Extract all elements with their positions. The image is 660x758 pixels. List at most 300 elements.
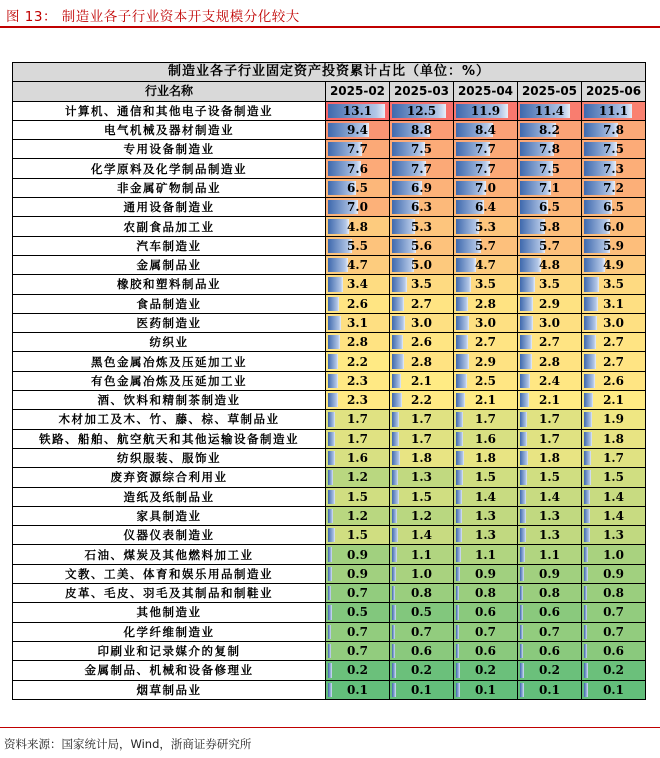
table-row xyxy=(13,120,646,139)
value-text: 1.2 xyxy=(347,508,368,523)
figure-title xyxy=(6,5,300,25)
data-bar xyxy=(456,644,459,658)
value-text: 0.9 xyxy=(539,566,560,581)
value-cell xyxy=(326,140,390,159)
table-row xyxy=(13,545,646,564)
industry-name: 电气机械及器材制造业 xyxy=(13,120,326,139)
value-cell xyxy=(518,448,582,467)
value-text: 7.3 xyxy=(603,161,624,176)
data-bar xyxy=(392,316,405,330)
value-text: 3.0 xyxy=(475,316,496,330)
value-cell xyxy=(518,545,582,564)
header-period: 2025-05 xyxy=(518,82,582,101)
data-bar xyxy=(584,644,587,658)
industry-name: 石油、煤炭及其他燃料加工业 xyxy=(13,545,326,564)
table-row xyxy=(13,313,646,332)
value-cell xyxy=(454,313,518,332)
value-text: 2.6 xyxy=(411,335,432,350)
data-bar xyxy=(520,258,541,272)
data-bar xyxy=(584,335,596,349)
data-bar xyxy=(584,663,588,677)
value-text: 1.7 xyxy=(539,431,560,446)
data-bar xyxy=(520,335,532,349)
value-text: 0.7 xyxy=(539,624,560,639)
value-cell xyxy=(390,371,454,390)
data-bar xyxy=(520,547,525,561)
value-text: 0.7 xyxy=(347,624,368,639)
data-bar xyxy=(392,432,399,446)
value-text: 7.0 xyxy=(347,200,368,215)
value-cell xyxy=(518,641,582,660)
value-text: 7.8 xyxy=(603,123,624,138)
table-row xyxy=(13,584,646,603)
data-bar xyxy=(520,528,526,542)
value-cell xyxy=(454,545,518,564)
value-cell xyxy=(326,584,390,603)
industry-name: 造纸及纸制品业 xyxy=(13,487,326,506)
value-cell xyxy=(326,178,390,197)
header-period: 2025-04 xyxy=(454,82,518,101)
data-bar xyxy=(456,412,463,426)
value-text: 5.7 xyxy=(539,238,560,253)
value-text: 0.2 xyxy=(347,663,368,678)
table-row xyxy=(13,140,646,159)
value-text: 1.7 xyxy=(411,412,432,427)
value-text: 2.4 xyxy=(539,373,560,388)
value-cell xyxy=(582,641,646,660)
value-cell xyxy=(518,313,582,332)
industry-name: 专用设备制造业 xyxy=(13,140,326,159)
header-row xyxy=(13,82,646,101)
value-text: 1.4 xyxy=(475,489,496,504)
table-row xyxy=(13,159,646,178)
value-text: 1.4 xyxy=(411,528,432,543)
value-cell xyxy=(326,198,390,217)
data-bar xyxy=(456,374,467,388)
table-row xyxy=(13,352,646,371)
industry-name: 印刷业和记录媒介的复制 xyxy=(13,641,326,660)
data-bar xyxy=(392,528,398,542)
industry-name: 烟草制品业 xyxy=(13,680,326,699)
data-bar xyxy=(520,663,524,677)
value-cell xyxy=(518,526,582,545)
value-text: 0.8 xyxy=(475,586,496,601)
value-cell xyxy=(518,294,582,313)
value-cell xyxy=(582,352,646,371)
value-text: 2.6 xyxy=(347,296,368,311)
value-text: 7.5 xyxy=(603,142,624,157)
data-bar xyxy=(456,316,469,330)
data-bar xyxy=(584,316,597,330)
value-text: 4.7 xyxy=(475,258,496,273)
value-cell xyxy=(582,429,646,448)
value-text: 2.7 xyxy=(475,335,496,350)
value-text: 2.7 xyxy=(603,335,624,350)
data-bar xyxy=(584,412,592,426)
table-row xyxy=(13,622,646,641)
value-cell xyxy=(518,622,582,641)
value-cell xyxy=(390,217,454,236)
value-cell xyxy=(326,661,390,680)
value-text: 0.8 xyxy=(539,586,560,601)
data-bar xyxy=(520,432,527,446)
value-text: 4.8 xyxy=(539,258,560,273)
value-text: 1.3 xyxy=(411,470,432,485)
data-bar xyxy=(392,663,396,677)
figure-caption: 制造业各子行业资本开支规模分化较大 xyxy=(61,9,300,25)
data-bar xyxy=(456,335,468,349)
value-text: 1.1 xyxy=(411,547,432,562)
value-cell xyxy=(582,584,646,603)
value-text: 1.6 xyxy=(475,431,496,446)
value-text: 11.1 xyxy=(598,103,629,118)
title-divider xyxy=(0,26,660,28)
value-cell xyxy=(326,641,390,660)
value-text: 11.9 xyxy=(470,103,501,118)
value-cell xyxy=(326,506,390,525)
table-row xyxy=(13,641,646,660)
value-text: 1.3 xyxy=(539,508,560,523)
data-bar xyxy=(520,354,532,368)
header-period: 2025-02 xyxy=(326,82,390,101)
value-text: 6.5 xyxy=(539,200,560,215)
value-text: 1.3 xyxy=(603,528,624,543)
table-row xyxy=(13,661,646,680)
value-cell xyxy=(454,294,518,313)
data-bar xyxy=(456,586,459,600)
header-period: 2025-03 xyxy=(390,82,454,101)
data-bar xyxy=(520,316,533,330)
data-bar xyxy=(520,374,530,388)
value-cell xyxy=(390,641,454,660)
industry-name: 纺织业 xyxy=(13,333,326,352)
data-bar xyxy=(456,277,471,291)
data-bar xyxy=(520,625,523,639)
data-bar xyxy=(456,432,463,446)
industry-name: 化学原料及化学制品制造业 xyxy=(13,159,326,178)
value-cell xyxy=(390,429,454,448)
value-cell xyxy=(454,352,518,371)
value-text: 2.2 xyxy=(411,393,432,408)
value-cell xyxy=(582,313,646,332)
value-cell xyxy=(518,410,582,429)
data-bar xyxy=(584,567,588,581)
value-text: 4.7 xyxy=(347,258,368,273)
table-row xyxy=(13,101,646,120)
value-cell xyxy=(326,429,390,448)
table-title: 制造业各子行业固定资产投资累计占比（单位：%） xyxy=(13,63,646,82)
value-cell xyxy=(518,391,582,410)
value-cell xyxy=(326,120,390,139)
table-row xyxy=(13,236,646,255)
table-row xyxy=(13,680,646,699)
value-text: 11.4 xyxy=(534,103,565,118)
data-bar xyxy=(584,605,587,619)
data-bar xyxy=(584,683,588,697)
value-cell xyxy=(582,101,646,120)
value-text: 1.4 xyxy=(539,489,560,504)
industry-capex-table xyxy=(12,62,646,700)
value-text: 0.7 xyxy=(347,586,368,601)
value-cell xyxy=(390,159,454,178)
value-cell xyxy=(518,275,582,294)
data-bar xyxy=(328,683,332,697)
value-cell xyxy=(582,255,646,274)
data-bar xyxy=(392,509,397,523)
data-bar xyxy=(328,470,333,484)
value-cell xyxy=(518,198,582,217)
table-row xyxy=(13,468,646,487)
industry-name: 金属制品业 xyxy=(13,255,326,274)
data-bar xyxy=(584,547,588,561)
value-text: 2.1 xyxy=(475,393,496,408)
value-text: 1.2 xyxy=(411,508,432,523)
data-bar xyxy=(456,509,462,523)
value-text: 1.8 xyxy=(539,451,560,466)
industry-name: 家具制造业 xyxy=(13,506,326,525)
value-text: 1.7 xyxy=(347,431,368,446)
value-cell xyxy=(390,545,454,564)
value-cell xyxy=(326,159,390,178)
data-bar xyxy=(456,547,461,561)
value-cell xyxy=(582,333,646,352)
table-body xyxy=(13,101,646,699)
value-text: 3.1 xyxy=(603,296,624,311)
value-text: 2.2 xyxy=(347,354,368,369)
industry-name: 金属制品、机械和设备修理业 xyxy=(13,661,326,680)
value-cell xyxy=(582,661,646,680)
industry-name: 纺织服装、服饰业 xyxy=(13,448,326,467)
table-row xyxy=(13,198,646,217)
value-cell xyxy=(326,101,390,120)
value-text: 12.5 xyxy=(406,103,437,118)
data-bar xyxy=(328,451,335,465)
value-text: 2.7 xyxy=(603,354,624,369)
data-bar xyxy=(456,567,460,581)
value-text: 0.6 xyxy=(475,605,496,620)
data-bar xyxy=(584,451,591,465)
data-bar xyxy=(392,277,407,291)
data-bar xyxy=(392,412,399,426)
value-cell xyxy=(326,564,390,583)
value-cell xyxy=(518,333,582,352)
value-text: 2.8 xyxy=(539,354,560,369)
value-text: 1.4 xyxy=(603,489,624,504)
value-cell xyxy=(454,487,518,506)
value-text: 0.2 xyxy=(411,663,432,678)
table-row xyxy=(13,178,646,197)
value-cell xyxy=(326,448,390,467)
data-bar xyxy=(456,528,462,542)
source-note: 资料来源：国家统计局，Wind，浙商证券研究所 xyxy=(4,737,252,751)
value-cell xyxy=(518,217,582,236)
value-text: 0.6 xyxy=(603,644,624,659)
data-bar xyxy=(392,567,396,581)
data-bar xyxy=(392,547,397,561)
industry-name: 酒、饮料和精制茶制造业 xyxy=(13,391,326,410)
industry-name: 食品制造业 xyxy=(13,294,326,313)
data-bar xyxy=(456,393,465,407)
value-text: 0.1 xyxy=(603,682,624,697)
data-bar xyxy=(456,451,464,465)
industry-name: 通用设备制造业 xyxy=(13,198,326,217)
data-bar xyxy=(520,412,527,426)
value-cell xyxy=(390,468,454,487)
value-text: 1.5 xyxy=(475,470,496,485)
data-bar xyxy=(456,470,463,484)
data-bar xyxy=(584,374,595,388)
value-cell xyxy=(454,661,518,680)
table-row xyxy=(13,333,646,352)
value-text: 0.1 xyxy=(347,682,368,697)
value-text: 8.4 xyxy=(475,123,496,138)
data-bar xyxy=(328,490,335,504)
data-bar xyxy=(328,644,331,658)
value-cell xyxy=(518,159,582,178)
value-text: 6.5 xyxy=(603,200,624,215)
industry-name: 计算机、通信和其他电子设备制造业 xyxy=(13,101,326,120)
value-text: 3.0 xyxy=(411,316,432,330)
value-text: 2.8 xyxy=(475,296,496,311)
value-text: 1.9 xyxy=(603,412,624,427)
data-bar xyxy=(392,644,395,658)
value-cell xyxy=(326,622,390,641)
value-text: 8.2 xyxy=(539,123,560,138)
data-bar xyxy=(392,374,401,388)
data-bar xyxy=(392,490,399,504)
value-cell xyxy=(582,371,646,390)
data-bar xyxy=(328,663,332,677)
value-text: 5.5 xyxy=(347,238,368,253)
value-cell xyxy=(454,468,518,487)
value-cell xyxy=(326,391,390,410)
industry-name: 有色金属冶炼及压延加工业 xyxy=(13,371,326,390)
value-text: 6.9 xyxy=(411,180,432,195)
value-text: 0.7 xyxy=(475,624,496,639)
data-bar xyxy=(328,528,335,542)
value-text: 5.7 xyxy=(475,238,496,253)
value-cell xyxy=(454,371,518,390)
table-row xyxy=(13,506,646,525)
data-bar xyxy=(584,393,593,407)
value-cell xyxy=(582,159,646,178)
table-row xyxy=(13,448,646,467)
table-row xyxy=(13,603,646,622)
table-row xyxy=(13,217,646,236)
value-text: 6.5 xyxy=(347,180,368,195)
industry-name: 农副食品加工业 xyxy=(13,217,326,236)
value-text: 7.7 xyxy=(411,161,432,176)
value-cell xyxy=(326,236,390,255)
value-cell xyxy=(454,140,518,159)
value-cell xyxy=(454,255,518,274)
data-bar xyxy=(328,258,348,272)
value-cell xyxy=(582,622,646,641)
value-cell xyxy=(582,506,646,525)
value-cell xyxy=(390,275,454,294)
value-cell xyxy=(454,391,518,410)
data-bar xyxy=(392,586,395,600)
industry-name: 废弃资源综合利用业 xyxy=(13,468,326,487)
data-bar xyxy=(328,567,332,581)
value-cell xyxy=(454,448,518,467)
value-cell xyxy=(390,622,454,641)
value-cell xyxy=(582,526,646,545)
value-cell xyxy=(390,564,454,583)
value-cell xyxy=(390,101,454,120)
value-text: 3.4 xyxy=(347,277,368,292)
value-cell xyxy=(518,661,582,680)
data-bar xyxy=(392,393,402,407)
value-text: 0.2 xyxy=(603,663,624,678)
value-text: 3.0 xyxy=(603,316,624,330)
value-cell xyxy=(326,487,390,506)
table-row xyxy=(13,487,646,506)
value-cell xyxy=(390,680,454,699)
value-text: 3.5 xyxy=(475,277,496,292)
data-bar xyxy=(520,470,527,484)
value-cell xyxy=(582,410,646,429)
value-cell xyxy=(390,140,454,159)
data-bar xyxy=(328,605,332,619)
value-cell xyxy=(454,198,518,217)
header-period: 2025-06 xyxy=(582,82,646,101)
value-cell xyxy=(390,584,454,603)
value-text: 7.1 xyxy=(539,180,560,195)
header-industry-name: 行业名称 xyxy=(13,82,326,101)
value-text: 0.6 xyxy=(539,605,560,620)
value-text: 2.8 xyxy=(347,335,368,350)
value-cell xyxy=(582,236,646,255)
value-cell xyxy=(390,487,454,506)
table-row xyxy=(13,294,646,313)
table-row xyxy=(13,255,646,274)
value-cell xyxy=(390,603,454,622)
value-cell xyxy=(326,313,390,332)
data-bar xyxy=(520,644,523,658)
data-bar xyxy=(392,470,398,484)
data-bar xyxy=(328,219,349,233)
value-cell xyxy=(582,140,646,159)
value-text: 0.1 xyxy=(475,682,496,697)
value-cell xyxy=(454,584,518,603)
value-cell xyxy=(582,680,646,699)
value-cell xyxy=(582,545,646,564)
value-text: 2.3 xyxy=(347,373,368,388)
value-cell xyxy=(326,680,390,699)
data-bar xyxy=(456,605,459,619)
value-cell xyxy=(454,603,518,622)
value-cell xyxy=(390,391,454,410)
value-cell xyxy=(518,140,582,159)
value-text: 5.6 xyxy=(411,238,432,253)
value-cell xyxy=(326,526,390,545)
data-bar xyxy=(456,663,460,677)
value-text: 2.9 xyxy=(539,296,560,311)
value-text: 3.1 xyxy=(347,316,368,330)
value-text: 0.7 xyxy=(603,605,624,620)
value-cell xyxy=(326,275,390,294)
value-cell xyxy=(582,120,646,139)
value-cell xyxy=(454,333,518,352)
value-cell xyxy=(454,236,518,255)
value-text: 7.2 xyxy=(603,180,624,195)
data-bar xyxy=(584,490,590,504)
value-text: 7.7 xyxy=(475,142,496,157)
value-cell xyxy=(326,371,390,390)
value-text: 2.1 xyxy=(603,393,624,408)
value-text: 7.6 xyxy=(347,161,368,176)
